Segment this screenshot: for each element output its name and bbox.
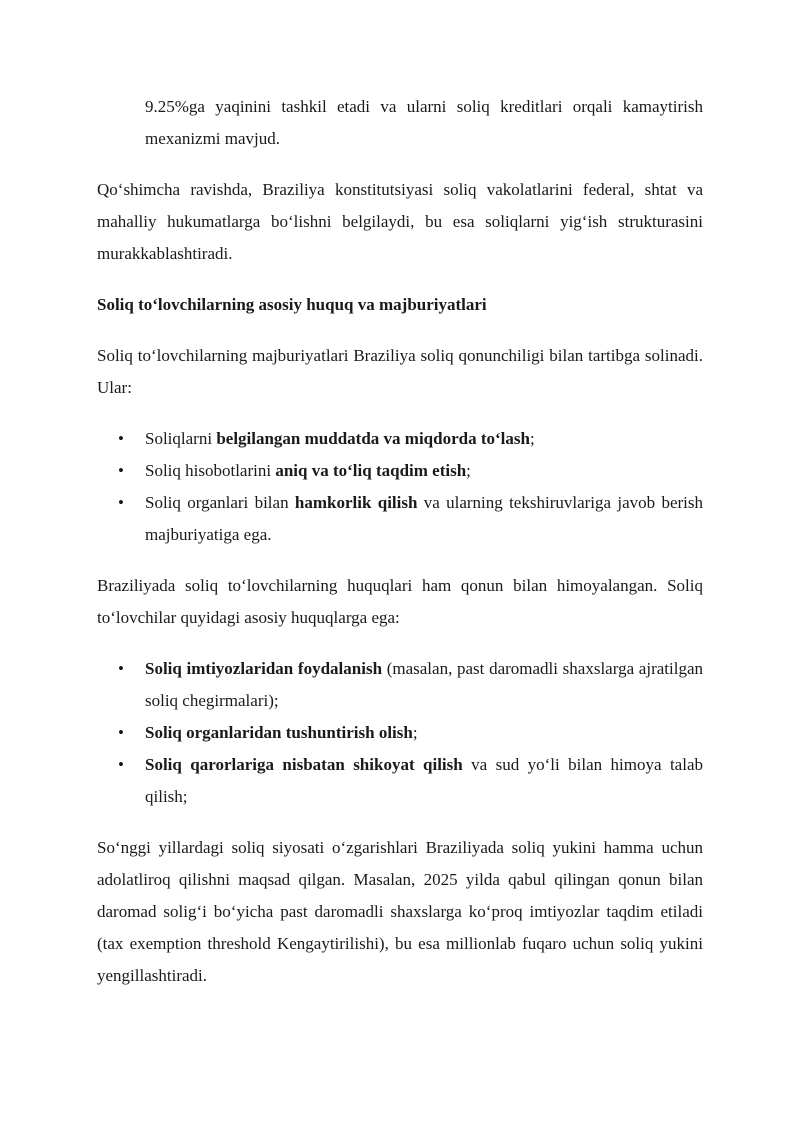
rights-list [97, 653, 703, 813]
list-item [97, 749, 703, 813]
list-item-text: Soliqlarni [145, 429, 217, 448]
list-item-text: va ularning tekshiruvlariga javob berish majburiyatiga ega. [145, 493, 703, 544]
list-item-bold: hamkorlik qilish [294, 493, 418, 512]
document-body [97, 91, 703, 992]
list-item-text: Soliq organlari bilan [145, 493, 295, 512]
bullet-icon: • [118, 723, 124, 742]
paragraph-rights-intro: Braziliyada soliq to‘lovchilarning huquqlari ham qonun bilan himoyalangan. Soliq to‘lovchilar quyidagi asosiy huquqlarga ega: [97, 576, 703, 627]
list-item [97, 653, 703, 717]
continued-list-text: 9.25%ga yaqinini tashkil etadi va ularni soliq kreditlari orqali kamaytirish mexanizmi mavjud. [145, 97, 703, 148]
paragraph-obligations-intro: Soliq to‘lovchilarning majburiyatlari Braziliya soliq qonunchiligi bilan tartibga solinadi. Ular: [97, 346, 703, 397]
bullet-icon: • [118, 755, 124, 774]
list-item [97, 423, 703, 455]
list-item-text: va sud yo‘li bilan himoya talab qilish; [145, 755, 703, 806]
list-item-bold: Soliq qarorlariga nisbatan shikoyat qilish [145, 755, 463, 774]
list-item-text: (masalan, past daromadli shaxslarga ajratilgan soliq chegirmalari); [145, 659, 703, 710]
bullet-icon: • [118, 461, 124, 480]
list-item-text: ; [466, 461, 471, 480]
paragraph-constitution: Qo‘shimcha ravishda, Braziliya konstitutsiyasi soliq vakolatlarini federal, shtat va mahalliy hukumatlarga bo‘lishni belgilaydi, bu esa soliqlarni yig‘ish strukturasini murakkablashtiradi. [97, 180, 703, 263]
list-item-bold: aniq va to‘liq taqdim etish [275, 461, 467, 480]
list-item-text: ; [529, 429, 535, 448]
section-heading: Soliq to‘lovchilarning asosiy huquq va majburiyatlari [97, 295, 487, 314]
list-item [97, 455, 703, 487]
list-item-text: Soliq hisobotlarini [145, 461, 276, 480]
obligations-list [97, 423, 703, 551]
list-item [97, 487, 703, 551]
list-item-bold: Soliq imtiyozlaridan foydalanish [145, 659, 383, 678]
list-item-bold: belgilangan muddatda va miqdorda to‘lash [216, 429, 530, 448]
paragraph-policy-changes: So‘nggi yillardagi soliq siyosati o‘zgarishlari Braziliyada soliq yukini hamma uchun adolatliroq qilishni maqsad qilgan. Masalan, 2025 yilda qabul qilingan qonun bilan daromad solig‘i bo‘yicha past daromadli shaxslarga ko‘proq imtiyozlar taqdim etiladi (tax exemption threshold Kengaytirilishi), bu esa millionlab fuqaro uchun soliq yukini yengillashtiradi. [97, 838, 703, 985]
bullet-icon: • [118, 659, 124, 678]
bullet-icon: • [118, 429, 124, 448]
list-item-bold: Soliq organlaridan tushuntirish olish [145, 723, 413, 742]
list-item [97, 717, 703, 749]
list-item-text: ; [412, 723, 418, 742]
bullet-icon: • [118, 493, 124, 512]
